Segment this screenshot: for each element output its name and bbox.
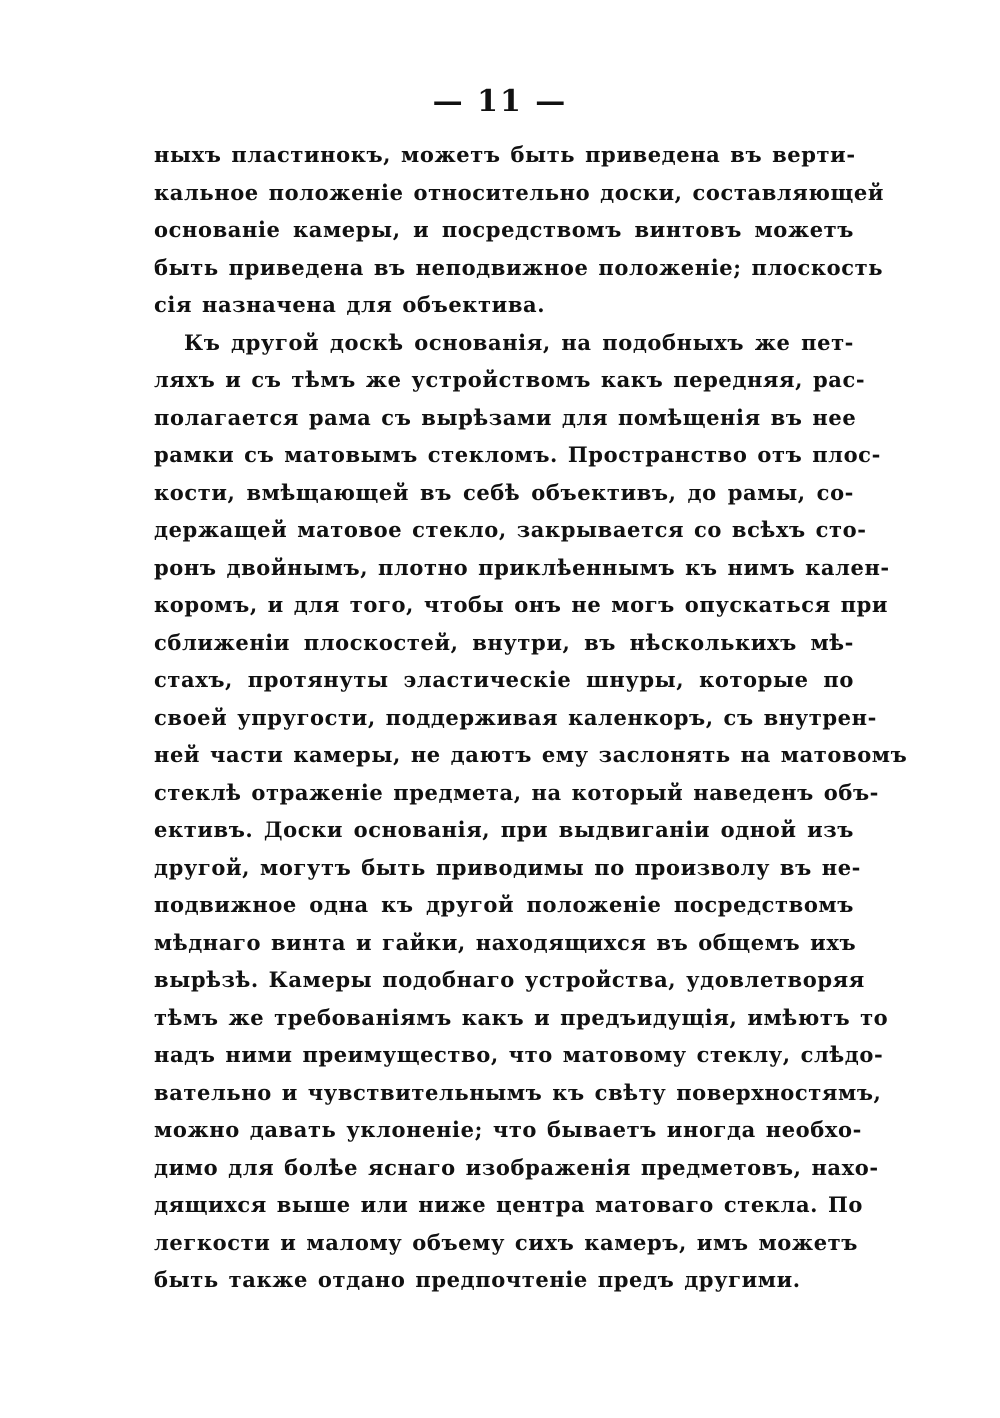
- text-line: полагается рама съ вырѣзами для помѣщенія въ нее: [154, 404, 857, 430]
- text-line: вательно и чувствительнымъ къ свѣту поверхностямъ,: [154, 1079, 882, 1105]
- text-line: надъ ними преимущество, что матовому стеклу, слѣдо-: [154, 1042, 884, 1067]
- text-line: ективъ. Доски основанія, при выдвиганіи одной изъ: [154, 817, 854, 842]
- text-line: другой, могутъ быть приводимы по произволу въ не-: [154, 854, 861, 880]
- text-line: ней части камеры, не даютъ ему заслонять на матовомъ: [154, 742, 908, 767]
- text-line: сближеніи плоскостей, внутри, въ нѣсколькихъ мѣ-: [154, 629, 854, 655]
- text-line: стахъ, протянуты эластическіе шнуры, которые по: [154, 667, 854, 692]
- text-line: кальное положеніе относительно доски, составляющей: [154, 179, 884, 205]
- text-line: тѣмъ же требованіямъ какъ и предъидущія, имѣютъ то: [154, 1004, 889, 1030]
- text-line: своей упругости, поддерживая каленкоръ, съ внутрен-: [154, 704, 877, 730]
- text-line: держащей матовое стекло, закрывается со всѣхъ сто-: [154, 517, 867, 542]
- text-line: дящихся выше или ниже центра матоваго стекла. По: [154, 1192, 864, 1217]
- text-line: димо для болѣе яснаго изображенія предметовъ, нахо-: [154, 1154, 879, 1180]
- text-line: ныхъ пластинокъ, можетъ быть приведена въ верти-: [154, 142, 856, 167]
- text-line: быть приведена въ неподвижное положеніе; плоскость: [154, 254, 884, 280]
- text-line: быть также отдано предпочтеніе предъ другими.: [154, 1267, 801, 1292]
- text-line: подвижное одна къ другой положеніе посредствомъ: [154, 892, 854, 917]
- text-line: ронъ двойнымъ, плотно приклѣеннымъ къ нимъ калeн-: [154, 554, 890, 580]
- body-text: [154, 136, 908, 1299]
- text-line: сія назначена для объектива.: [154, 292, 546, 317]
- text-line: основаніе камеры, и посредствомъ винтовъ можетъ: [154, 217, 854, 242]
- page-number: — 11 —: [432, 84, 568, 119]
- text-line: вырѣзѣ. Камеры подобнаго устройства, удовлетворяя: [154, 967, 865, 992]
- text-line: коромъ, и для того, чтобы онъ не могъ опускаться при: [154, 592, 889, 617]
- text-line: мѣднаго винта и гайки, находящихся въ общемъ ихъ: [154, 929, 857, 955]
- text-line: ляхъ и съ тѣмъ же устройствомъ какъ передняя, рас-: [154, 367, 866, 392]
- text-line: можно давать уклоненіе; что бываетъ иногда необхо-: [154, 1117, 862, 1142]
- text-line: Къ другой доскѣ основанія, на подобныхъ же пет-: [184, 329, 854, 355]
- text-line: рамки съ матовымъ стекломъ. Пространство отъ плос-: [154, 442, 881, 467]
- text-line: кости, вмѣщающей въ себѣ объективъ, до рамы, со-: [154, 479, 854, 505]
- text-line: стеклѣ отраженіе предмета, на который наведенъ объ-: [154, 779, 879, 805]
- text-line: легкости и малому объему сихъ камеръ, имъ можетъ: [154, 1229, 858, 1255]
